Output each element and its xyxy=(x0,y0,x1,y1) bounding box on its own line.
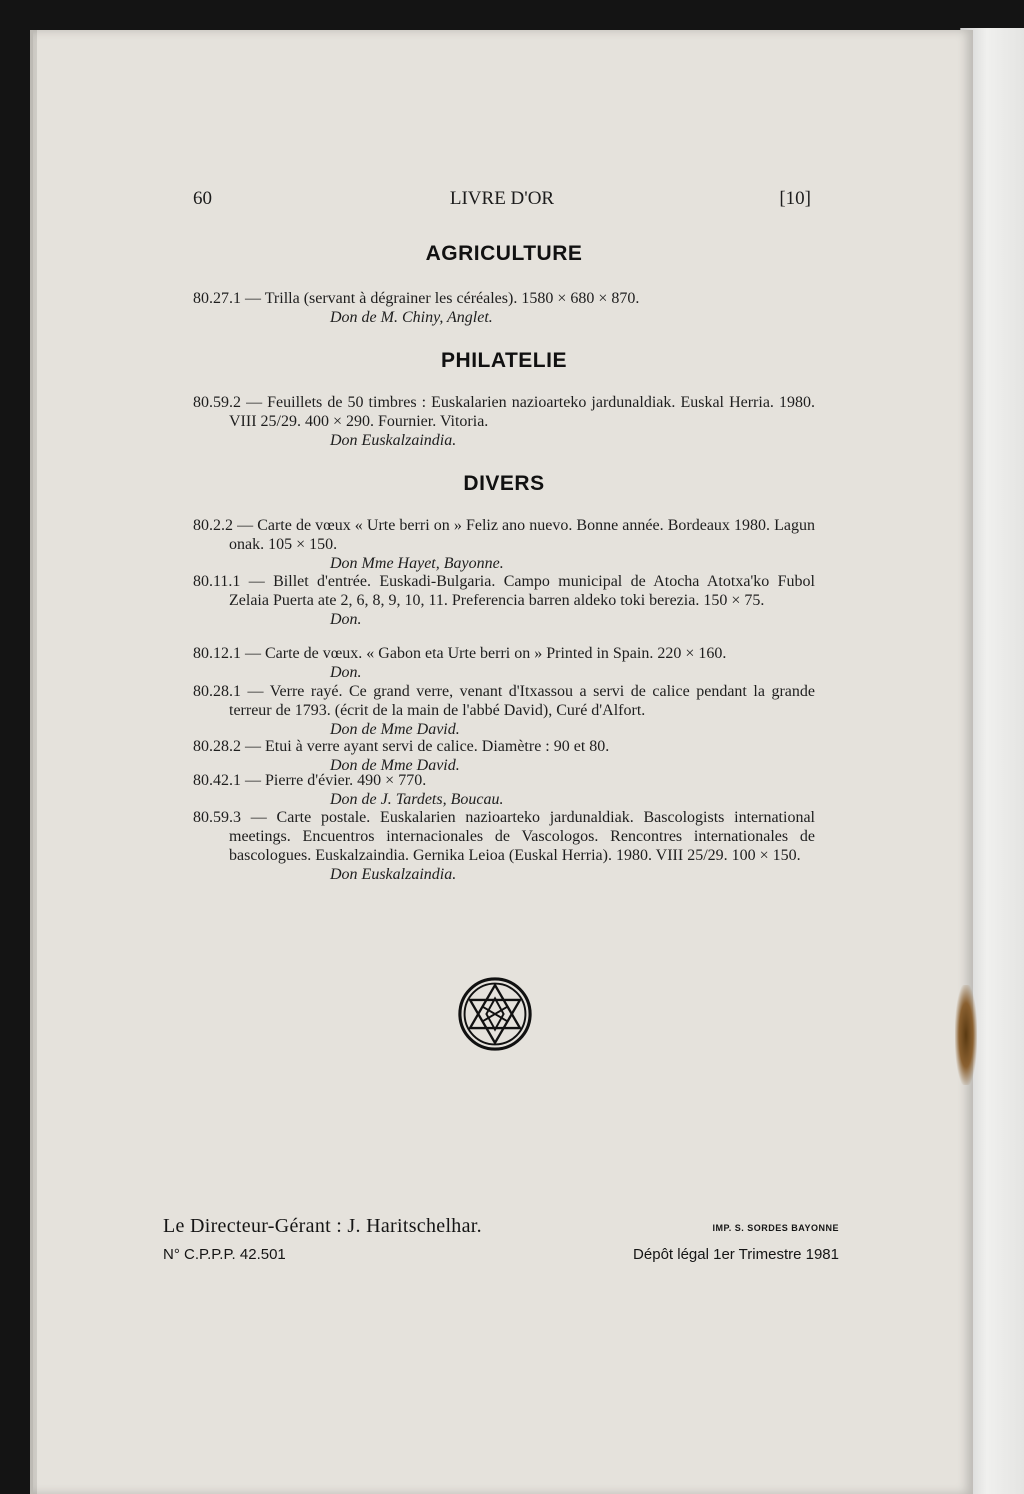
entry-text: 80.28.1 — Verre rayé. Ce grand verre, venant d'Itxassou a servi de calice pendant la grande terreur de 1793. (écrit de la main de l'abbé David), Curé d'Alfort. xyxy=(193,683,815,719)
cppp-number: N° C.P.P.P. 42.501 xyxy=(163,1246,286,1263)
catalog-entry xyxy=(193,737,815,775)
catalog-entry xyxy=(193,644,815,682)
section-title-agriculture: AGRICULTURE xyxy=(425,242,583,265)
catalog-entry xyxy=(193,808,815,884)
entry-donor: Don de M. Chiny, Anglet. xyxy=(330,309,493,326)
entry-donor: Don. xyxy=(330,664,362,681)
entry-donor: Don. xyxy=(330,611,362,628)
director-line: Le Directeur-Gérant : J. Haritschelhar. xyxy=(163,1215,482,1237)
rosette-emblem-icon xyxy=(456,975,534,1053)
entry-donor: Don Euskalzaindia. xyxy=(330,866,457,883)
footer-row-2 xyxy=(163,1246,839,1268)
catalog-entry xyxy=(193,516,815,573)
entry-text: 80.42.1 — Pierre d'évier. 490 × 770. xyxy=(193,772,427,789)
catalog-entry xyxy=(193,393,815,450)
entry-text: 80.59.2 — Feuillets de 50 timbres : Euskalarien nazioarteko jardunaldiak. Euskal Herria. 1980. VIII 25/29. 400 × 290. Fournier. Vitoria. xyxy=(193,394,815,430)
running-title: LIVRE D'OR xyxy=(449,188,555,209)
running-header xyxy=(193,188,811,214)
entry-donor: Don Euskalzaindia. xyxy=(330,432,457,449)
catalog-entry xyxy=(193,289,815,327)
catalog-entry xyxy=(193,771,815,809)
legal-deposit: Dépôt légal 1er Trimestre 1981 xyxy=(633,1246,839,1263)
page-stain xyxy=(955,985,977,1085)
section-title-divers: DIVERS xyxy=(463,472,545,495)
entry-text: 80.2.2 — Carte de vœux « Urte berri on » Feliz ano nuevo. Bonne année. Bordeaux 1980. Lagun onak. 105 × 150. xyxy=(193,517,815,553)
entry-text: 80.11.1 — Billet d'entrée. Euskadi-Bulgaria. Campo municipal de Atocha Atotxa'ko Fubol Zelaia Puerta ate 2, 6, 8, 9, 10, 11. Preferencia barren aldeko toki berezia. 150 × 75. xyxy=(193,573,815,609)
catalog-entry xyxy=(193,682,815,739)
entry-donor: Don Mme Hayet, Bayonne. xyxy=(330,555,504,572)
entry-donor: Don de J. Tardets, Boucau. xyxy=(330,791,504,808)
entry-text: 80.27.1 — Trilla (servant à dégrainer les céréales). 1580 × 680 × 870. xyxy=(193,290,640,307)
section-title-philatelie: PHILATELIE xyxy=(441,349,567,372)
entry-donor: Don de Mme David. xyxy=(330,721,460,738)
imprint: IMP. S. SORDES BAYONNE xyxy=(712,1223,839,1233)
catalog-entry xyxy=(193,572,815,629)
entry-text: 80.28.2 — Etui à verre ayant servi de calice. Diamètre : 90 et 80. xyxy=(193,738,610,755)
entry-donor: Don de Mme David. xyxy=(330,757,460,774)
footer-row-1 xyxy=(163,1215,839,1241)
entry-text: 80.12.1 — Carte de vœux. « Gabon eta Urte berri on » Printed in Spain. 220 × 160. xyxy=(193,645,727,662)
sheet-mark: [10] xyxy=(779,188,811,209)
page-number: 60 xyxy=(193,188,212,209)
entry-text: 80.59.3 — Carte postale. Euskalarien nazioarteko jardunaldiak. Bascologists international meetings. Encuentros internacionales de Vascologos. Rencontres internationales de bascologues. Euskalzaindia. Gernika Leioa (Euskal Herria). 1980. VIII 25/29. 100 × 150. xyxy=(193,809,815,864)
